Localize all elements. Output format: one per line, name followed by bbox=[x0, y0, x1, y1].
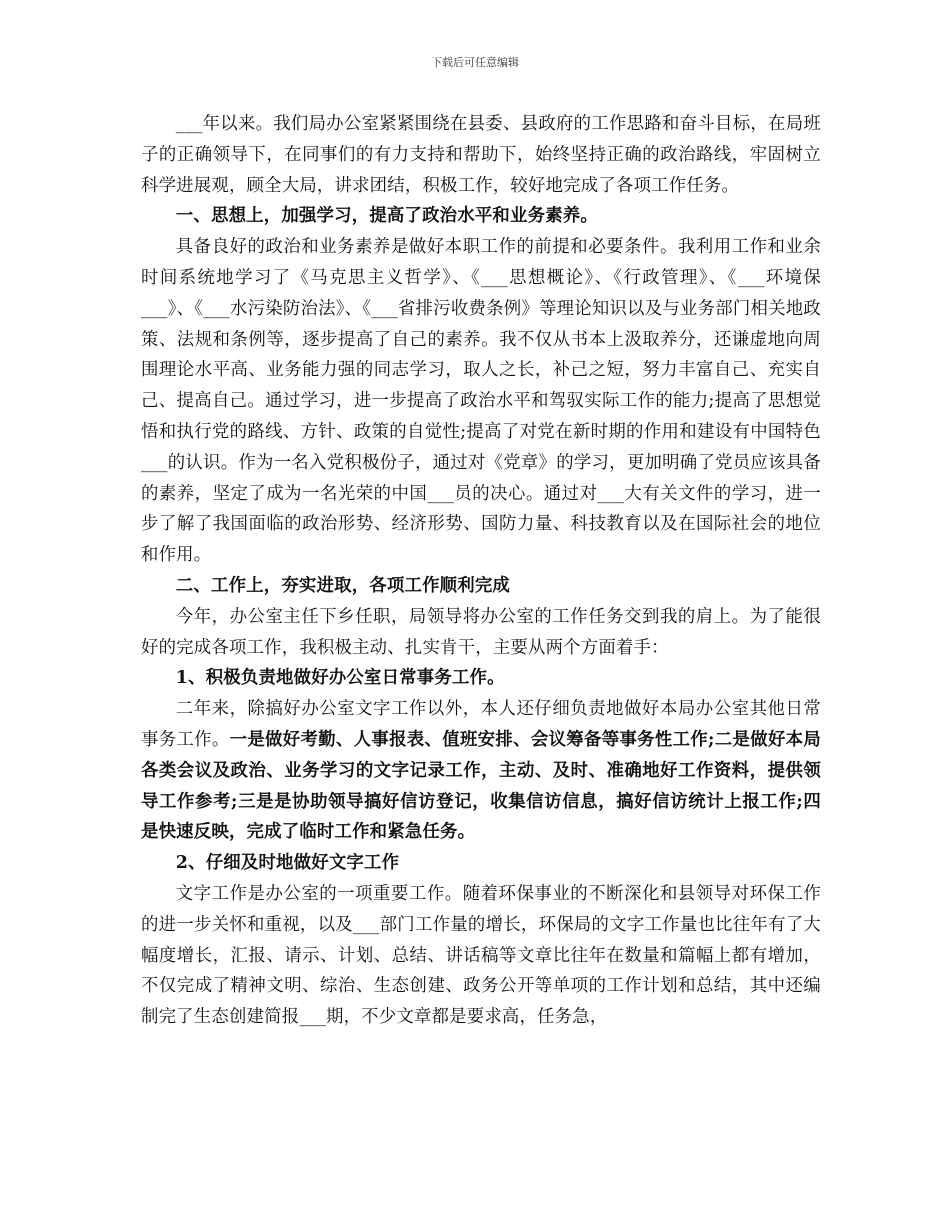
subsection-heading-1: 1、积极负责地做好办公室日常事务工作。 bbox=[175, 668, 505, 689]
daily-affairs-bold-text: 一是做好考勤、人事报表、值班安排、会议筹备等事务性工作;二是做好本局各类会议及政治、业务学习的文字记录工作，主动、及时、准确地好工作资料，提供领导工作参考;三是是协助领导搞好信访登记，收集信访信息，搞好信访统计上报工作;四是快速反映，完成了临时工作和紧急任务。 bbox=[141, 729, 821, 843]
intro-paragraph: ___年以来。我们局办公室紧紧围绕在县委、县政府的工作思路和奋斗目标，在局班子的正确领导下，在同事们的有力支持和帮助下，始终坚持正确的政治路线，牢固树立科学进展观，顾全大局，讲求团结，积极工作，较好地完成了各项工作任务。 bbox=[141, 114, 821, 196]
work-intro-paragraph: 今年，办公室主任下乡任职，局领导将办公室的工作任务交到我的肩上。为了能很好的完成各项工作，我积极主动、扎实肯干，主要从两个方面着手： bbox=[141, 606, 821, 658]
daily-affairs-paragraph bbox=[141, 694, 821, 848]
study-paragraph: 具备良好的政治和业务素养是做好本职工作的前提和必要条件。我利用工作和业余时间系统地学习了《马克思主义哲学》、《___思想概论》、《行政管理》、《___环境保___》、《___水污染防治法》、《___省排污收费条例》等理论知识以及与业务部门相关地政策、法规和条例等，逐步提高了自己的素养。我不仅从书本上汲取养分，还谦虚地向周围理论水平高、业务能力强的同志学习，取人之长，补己之短，努力丰富自己、充实自己、提高自己。通过学习，进一步提高了政治水平和驾驭实际工作的能力;提高了思想觉悟和执行党的路线、方针、政策的自觉性;提高了对党在新时期的作用和建设有中国特色___的认识。作为一名入党积极份子，通过对《党章》的学习，更加明确了党员应该具备的素养，坚定了成为一名光荣的中国___员的决心。通过对___大有关文件的学习，进一步了解了我国面临的政治形势、经济形势、国防力量、科技教育以及在国际社会的地位和作用。 bbox=[141, 237, 821, 566]
section-heading-1: 一、思想上，加强学习，提高了政治水平和业务素养。 bbox=[175, 206, 598, 227]
document-body bbox=[141, 109, 821, 1033]
daily-affairs-text: 二年来，除搞好办公室文字工作以外，本人还仔细负责地做好本局办公室其他日常事务工作。 bbox=[141, 699, 821, 750]
page-header-note: 下载后可任意编辑 bbox=[431, 56, 519, 69]
writing-work-paragraph: 文字工作是办公室的一项重要工作。随着环保事业的不断深化和县领导对环保工作的进一步关怀和重视，以及___部门工作量的增长，环保局的文字工作量也比往年有了大幅度增长，汇报、请示、计划、总结、讲话稿等文章比往年在数量和篇幅上都有增加，不仅完成了精神文明、综治、生态创建、政务公开等单项的工作计划和总结，其中还编制完了生态创建简报___期，不少文章都是要求高，任务急， bbox=[141, 883, 821, 1028]
section-heading-2: 二、工作上，夯实进取，各项工作顺利完成 bbox=[175, 575, 511, 596]
subsection-heading-2: 2、仔细及时地做好文字工作 bbox=[175, 853, 400, 874]
